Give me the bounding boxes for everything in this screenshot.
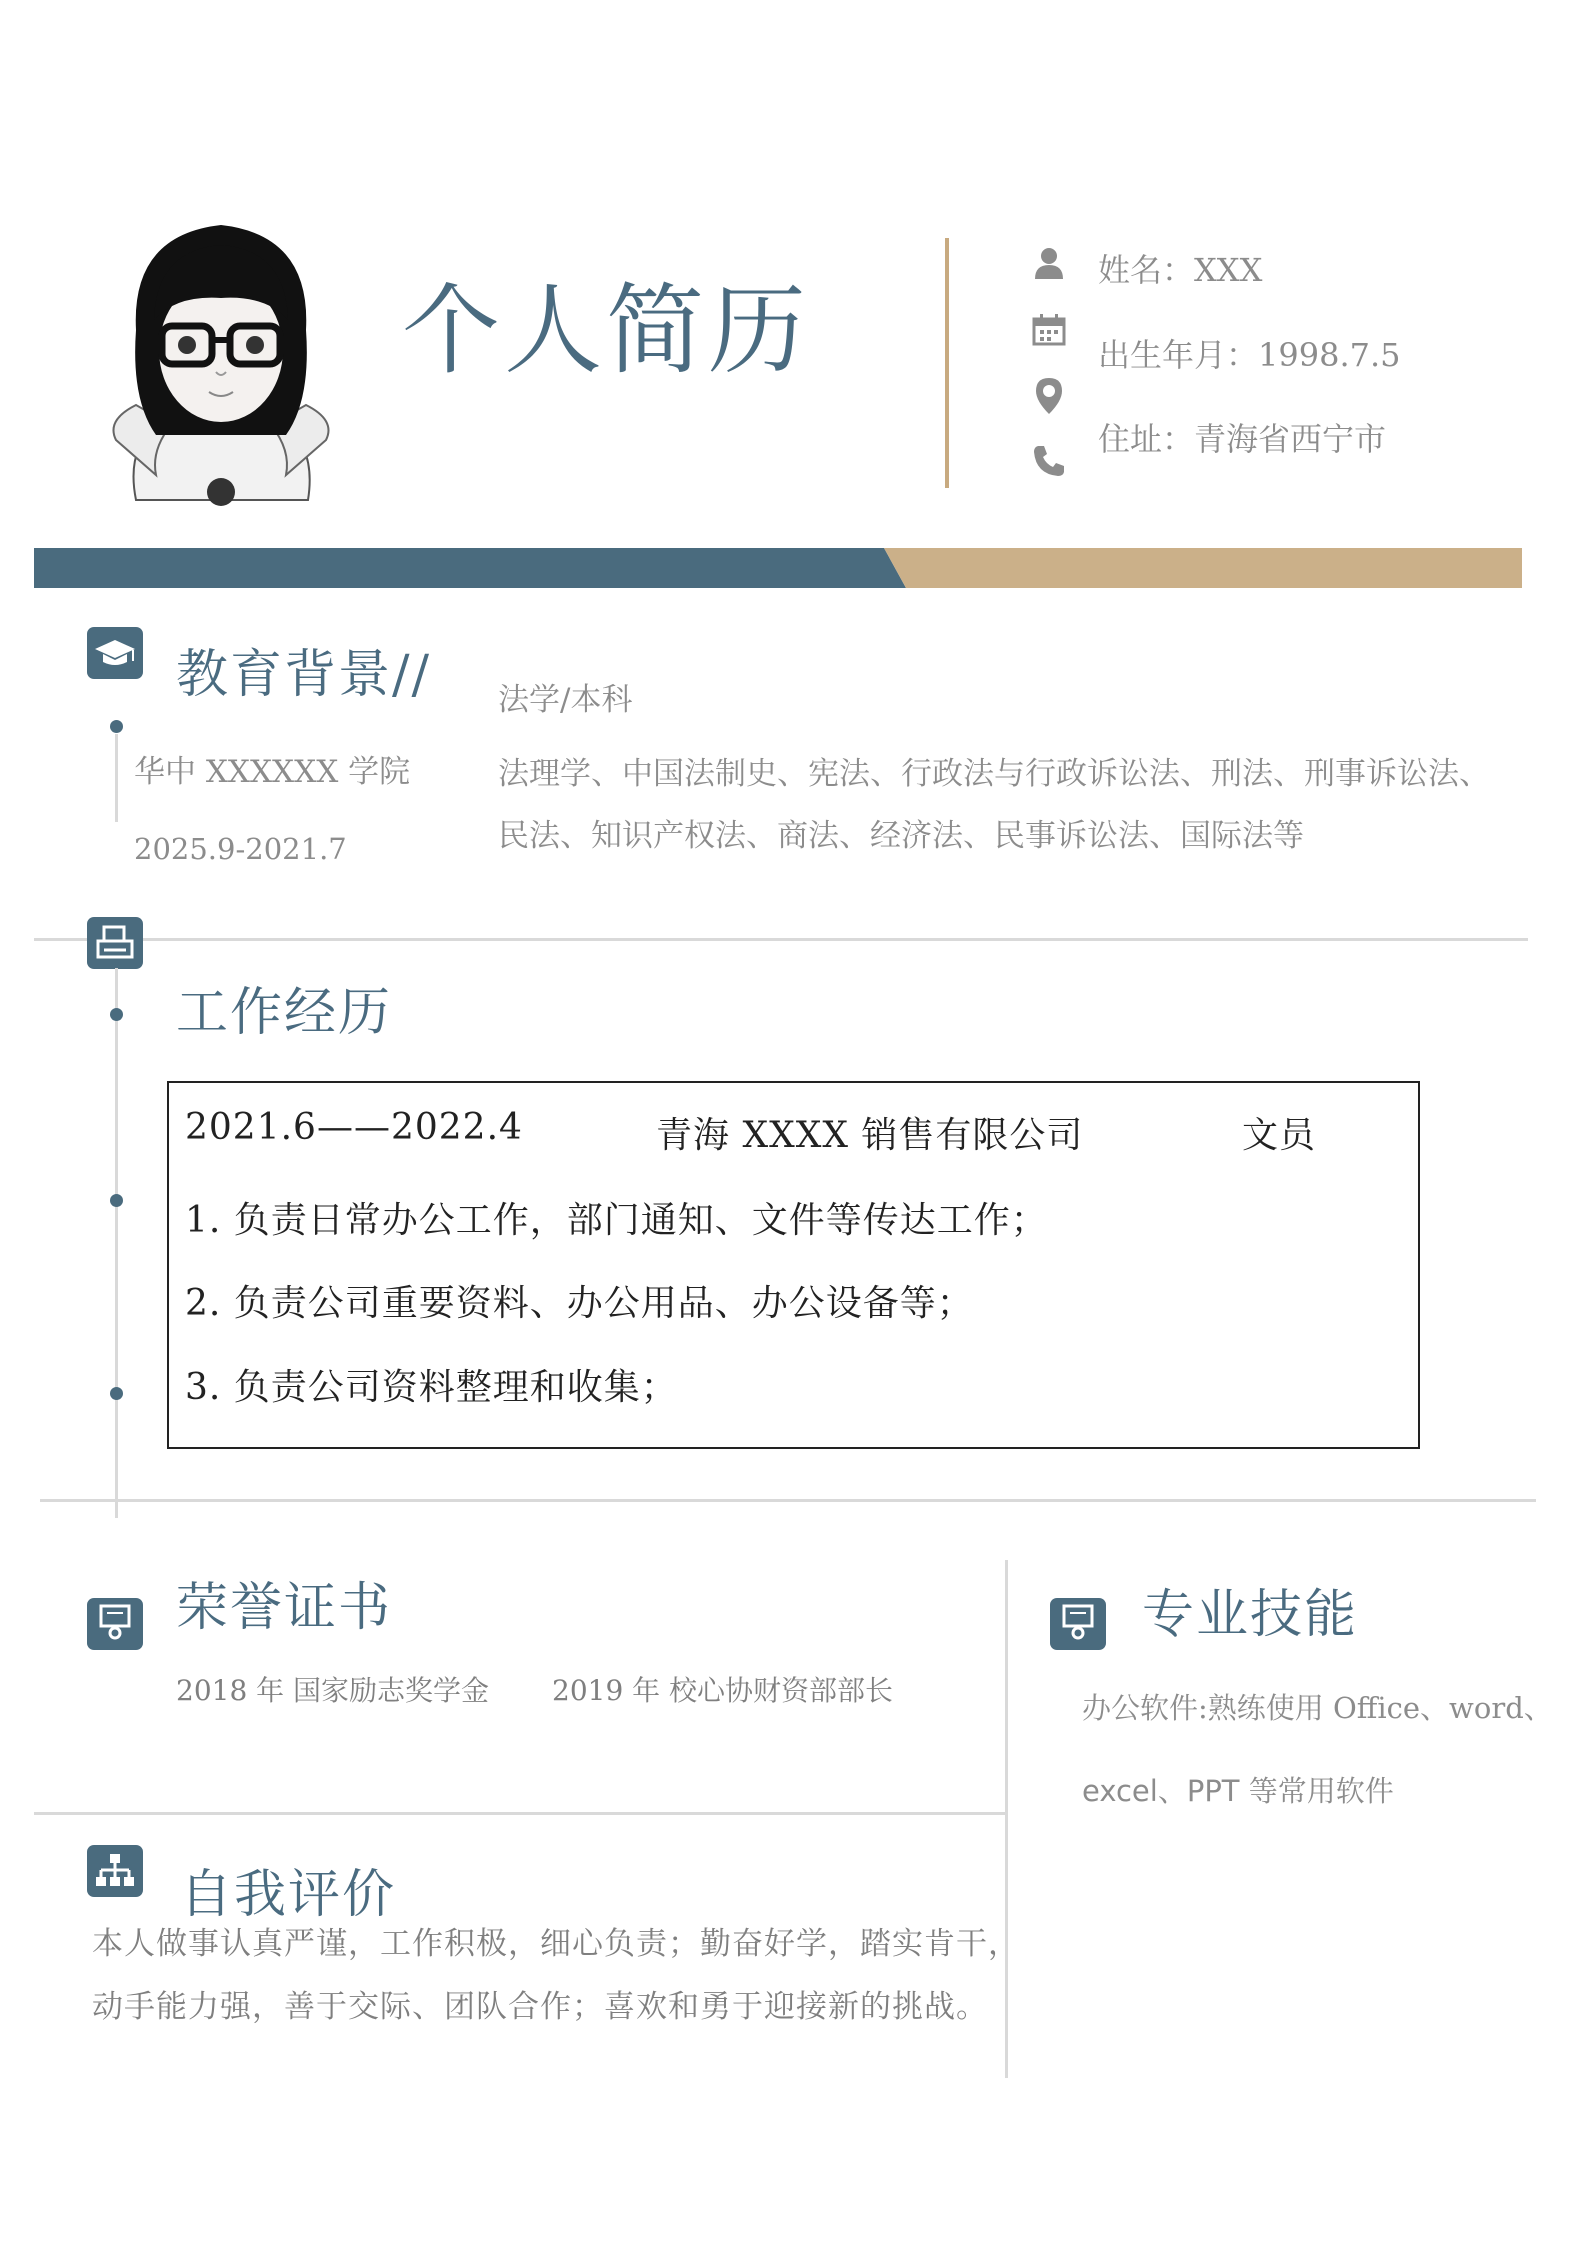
timeline-dot xyxy=(110,720,123,733)
timeline-dot xyxy=(110,1387,123,1400)
location-pin-icon xyxy=(1034,376,1064,420)
certificate-icon xyxy=(87,1598,143,1650)
work-timeline xyxy=(115,968,118,1518)
printer-icon xyxy=(87,917,143,969)
profile-photo xyxy=(96,200,346,512)
section-divider xyxy=(34,1812,1006,1815)
self-evaluation-title: 自我评价 xyxy=(180,1865,397,1925)
education-courses-line2: 民法、知识产权法、商法、经济法、民事诉讼法、国际法等 xyxy=(498,818,1304,854)
education-major: 法学/本科 xyxy=(498,682,633,718)
info-birthdate: 出生年月：1998.7.5 xyxy=(1098,336,1401,374)
education-timeline xyxy=(115,734,118,822)
work-period: 2021.6——2022.4 xyxy=(185,1107,523,1148)
honors-title: 荣誉证书 xyxy=(176,1578,393,1638)
education-courses-line1: 法理学、中国法制史、宪法、行政法与行政诉讼法、刑法、刑事诉讼法、 xyxy=(498,756,1490,792)
page-title: 个人简历 xyxy=(402,274,811,388)
person-icon xyxy=(1032,246,1066,284)
work-title: 工作经历 xyxy=(176,983,393,1043)
skills-line1: 办公软件:熟练使用 Office、word、 xyxy=(1082,1691,1553,1725)
work-company: 青海 XXXX 销售有限公司 xyxy=(656,1115,1084,1156)
header-band xyxy=(34,548,1522,588)
self-evaluation-line1: 本人做事认真严谨，工作积极，细心负责；勤奋好学，踏实肯干， xyxy=(92,1926,1020,1962)
education-title: 教育背景// xyxy=(176,645,432,705)
skills-title: 专业技能 xyxy=(1142,1585,1359,1645)
work-duty: 1. 负责日常办公工作，部门通知、文件等传达工作； xyxy=(185,1200,1048,1241)
skills-line2: excel、PPT 等常用软件 xyxy=(1082,1774,1394,1808)
work-duty: 2. 负责公司重要资料、办公用品、办公设备等； xyxy=(185,1283,974,1324)
info-address: 住址：青海省西宁市 xyxy=(1098,420,1387,458)
education-school: 华中 XXXXXX 学院 xyxy=(134,754,411,790)
info-name: 姓名：XXX xyxy=(1098,251,1263,289)
org-chart-icon xyxy=(87,1845,143,1897)
graduation-cap-icon xyxy=(87,627,143,679)
timeline-dot xyxy=(110,1008,123,1021)
work-position: 文员 xyxy=(1242,1115,1317,1156)
certificate-icon xyxy=(1050,1598,1106,1650)
honor-item: 2018 年 国家励志奖学金 xyxy=(176,1674,490,1707)
section-divider xyxy=(40,1499,1536,1502)
header-divider xyxy=(945,238,949,488)
work-duty: 3. 负责公司资料整理和收集； xyxy=(185,1367,678,1408)
column-divider xyxy=(1005,1560,1008,2078)
education-period: 2025.9-2021.7 xyxy=(134,832,347,866)
calendar-icon xyxy=(1032,314,1066,350)
timeline-dot xyxy=(110,1194,123,1207)
phone-icon xyxy=(1032,444,1066,482)
section-divider xyxy=(34,938,1528,941)
self-evaluation-line2: 动手能力强，善于交际、团队合作；喜欢和勇于迎接新的挑战。 xyxy=(92,1989,988,2025)
honor-item: 2019 年 校心协财资部部长 xyxy=(552,1674,894,1707)
